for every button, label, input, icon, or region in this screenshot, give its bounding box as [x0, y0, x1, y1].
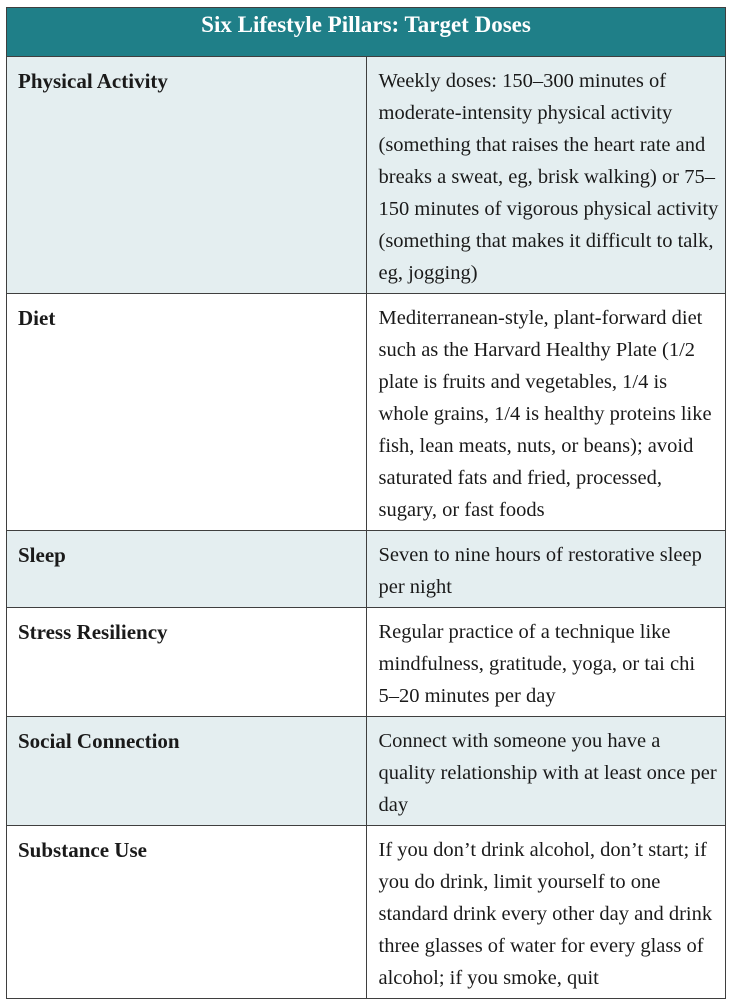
pillar-dose-sleep: Seven to nine hours of restorative sleep per night — [366, 531, 726, 608]
pillar-dose-stress-resiliency: Regular practice of a technique like mindfulness, gratitude, yoga, or tai chi 5–20 minutes per day — [366, 608, 726, 717]
table-title: Six Lifestyle Pillars: Target Doses — [7, 8, 726, 57]
table-header-row — [7, 8, 726, 57]
table-row — [7, 531, 726, 608]
table-row — [7, 826, 726, 999]
table-row — [7, 294, 726, 531]
table-row — [7, 57, 726, 294]
lifestyle-pillars-table — [6, 7, 726, 999]
pillar-dose-substance-use: If you don’t drink alcohol, don’t start; if you do drink, limit yourself to one standard drink every other day and drink three glasses of water for every glass of alcohol; if you smoke, quit — [366, 826, 726, 999]
pillar-name-diet: Diet — [7, 294, 367, 531]
pillar-name-stress-resiliency: Stress Resiliency — [7, 608, 367, 717]
pillar-dose-social-connection: Connect with someone you have a quality relationship with at least once per day — [366, 717, 726, 826]
pillar-name-physical-activity: Physical Activity — [7, 57, 367, 294]
table-row — [7, 717, 726, 826]
pillar-dose-diet: Mediterranean-style, plant-forward diet such as the Harvard Healthy Plate (1/2 plate is fruits and vegetables, 1/4 is whole grains, 1/4 is healthy proteins like fish, lean meats, nuts, or beans); avoid saturated fats and fried, processed, sugary, or fast foods — [366, 294, 726, 531]
pillar-dose-physical-activity: Weekly doses: 150–300 minutes of moderate-intensity physical activity (something that raises the heart rate and breaks a sweat, eg, brisk walking) or 75–150 minutes of vigorous physical activity (something that makes it difficult to talk, eg, jogging) — [366, 57, 726, 294]
pillar-name-substance-use: Substance Use — [7, 826, 367, 999]
pillar-name-sleep: Sleep — [7, 531, 367, 608]
pillar-name-social-connection: Social Connection — [7, 717, 367, 826]
table-row — [7, 608, 726, 717]
